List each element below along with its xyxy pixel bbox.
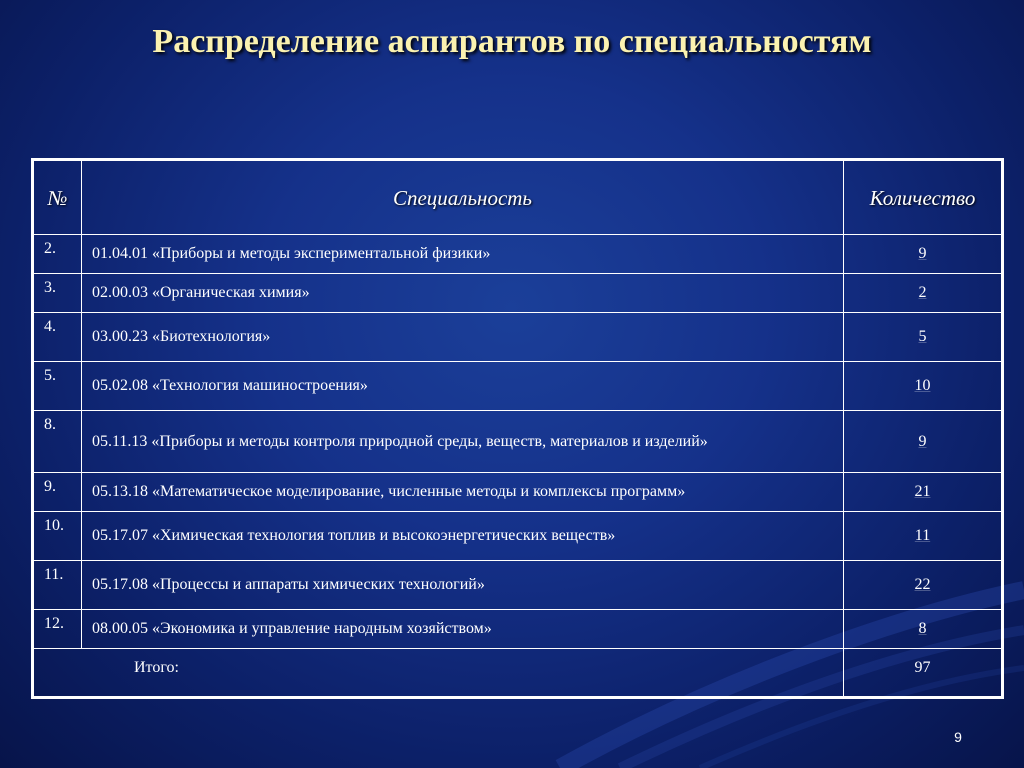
row-count-value: 22 xyxy=(914,576,931,593)
row-specialty: 05.02.08 «Технология машиностроения» xyxy=(82,362,844,411)
table-total-row xyxy=(33,649,1003,698)
row-count-value: 10 xyxy=(914,377,931,394)
row-count-value: 8 xyxy=(918,620,927,637)
row-count-value: 9 xyxy=(918,432,927,450)
row-count xyxy=(844,362,1003,411)
total-value: 97 xyxy=(844,649,1003,698)
table-row xyxy=(33,512,1003,561)
row-number: 10. xyxy=(33,512,82,561)
row-specialty: 05.17.08 «Процессы и аппараты химических технологий» xyxy=(82,561,844,610)
table-row xyxy=(33,274,1003,313)
table-row xyxy=(33,411,1003,473)
table-row xyxy=(33,561,1003,610)
row-specialty: 02.00.03 «Органическая химия» xyxy=(82,274,844,313)
header-number: № xyxy=(33,160,82,235)
row-number: 8. xyxy=(33,411,82,473)
row-specialty: 05.17.07 «Химическая технология топлив и высокоэнергетических веществ» xyxy=(82,512,844,561)
row-number: 2. xyxy=(33,235,82,274)
slide-title: Распределение аспирантов по специальностям xyxy=(152,23,872,60)
specialties-table xyxy=(31,158,1004,699)
table-row xyxy=(33,313,1003,362)
row-count xyxy=(844,610,1003,649)
page-number: 9 xyxy=(954,729,962,745)
row-number: 4. xyxy=(33,313,82,362)
total-label: Итого: xyxy=(33,649,844,698)
row-count xyxy=(844,313,1003,362)
row-number: 12. xyxy=(33,610,82,649)
row-specialty: 08.00.05 «Экономика и управление народным хозяйством» xyxy=(82,610,844,649)
table-header-row xyxy=(33,160,1003,235)
row-count xyxy=(844,235,1003,274)
table-row xyxy=(33,610,1003,649)
row-specialty: 03.00.23 «Биотехнология» xyxy=(82,313,844,362)
row-count xyxy=(844,411,1003,473)
table-row xyxy=(33,473,1003,512)
row-count-value: 5 xyxy=(918,328,927,345)
row-count-value: 9 xyxy=(918,245,927,262)
header-specialty: Специальность xyxy=(82,160,844,235)
row-count xyxy=(844,274,1003,313)
row-specialty: 05.11.13 «Приборы и методы контроля природной среды, веществ, материалов и изделий» xyxy=(82,411,844,473)
row-count-value: 11 xyxy=(914,527,931,544)
row-count xyxy=(844,512,1003,561)
row-count-value: 21 xyxy=(914,483,931,500)
row-count-value: 2 xyxy=(918,284,927,301)
row-specialty: 01.04.01 «Приборы и методы экспериментальной физики» xyxy=(82,235,844,274)
header-count: Количество xyxy=(844,160,1003,235)
row-count xyxy=(844,561,1003,610)
row-number: 11. xyxy=(33,561,82,610)
table-row xyxy=(33,362,1003,411)
table-row xyxy=(33,235,1003,274)
row-number: 5. xyxy=(33,362,82,411)
row-count xyxy=(844,473,1003,512)
row-number: 3. xyxy=(33,274,82,313)
row-specialty: 05.13.18 «Математическое моделирование, численные методы и комплексы программ» xyxy=(82,473,844,512)
row-number: 9. xyxy=(33,473,82,512)
